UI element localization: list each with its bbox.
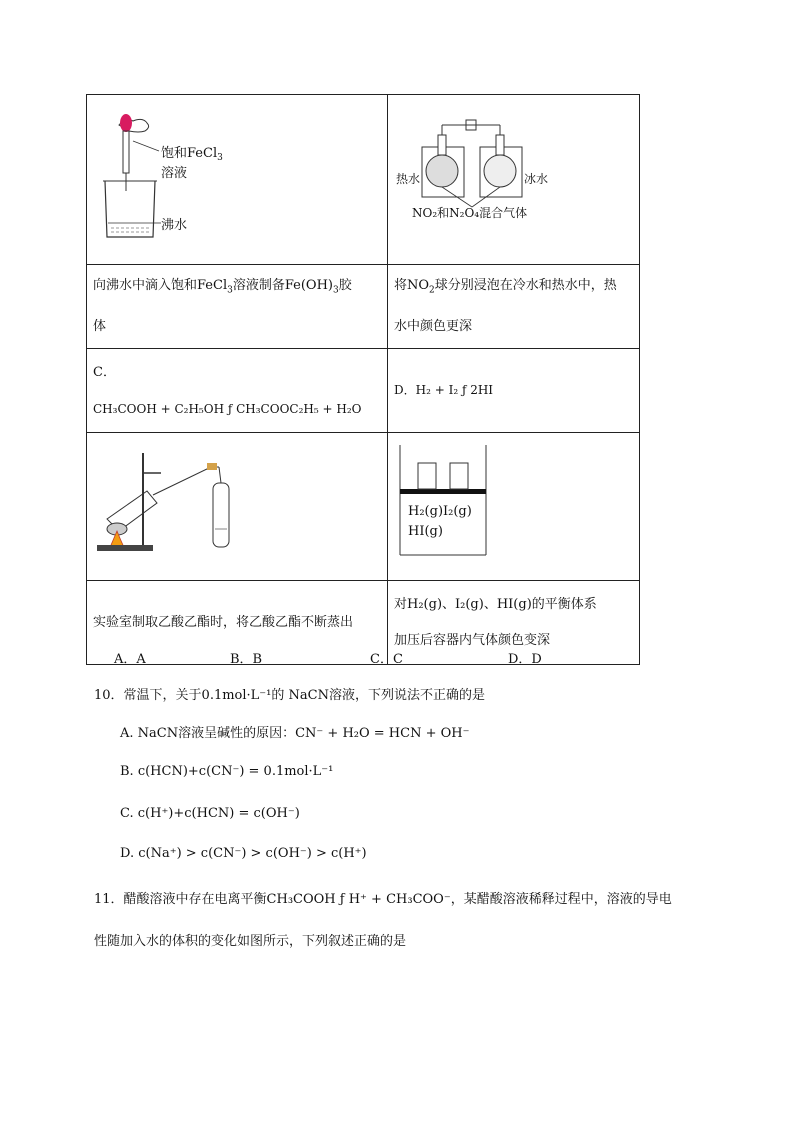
cell-a-text-1: 向沸水中滴入饱和FeCl [93, 278, 228, 294]
cell-a-text: 向沸水中滴入饱和FeCl$_3$溶液制备$Fe(OH)_3$胶 体 [87, 265, 388, 349]
cell-d-caption-1: 对H₂(g)、I₂(g)、HI(g)的平衡体系 [394, 596, 597, 612]
question-11-line-1: 11．醋酸溶液中存在电离平衡CH₃COOH ƒ H⁺ + CH₃COO⁻，某醋酸溶液稀释过程中，溶液的导电 [94, 892, 672, 907]
cell-d-caption-2: 加压后容器内气体颜色变深 [394, 632, 551, 648]
cell-a-image [87, 95, 388, 265]
option-d[interactable]: D．D [508, 652, 542, 667]
gas-label-1: H₂(g)I₂(g) [408, 504, 472, 519]
cell-d-image [388, 433, 640, 581]
label-fecl3: 饱和FeCl [161, 146, 218, 161]
label-hot-water: 热水 [396, 172, 421, 186]
ester-distillation-diagram [87, 433, 387, 565]
fecl3-dropper-diagram [87, 95, 387, 249]
cell-d-equation [388, 349, 640, 433]
cell-b-text: 将$NO_2$球分别浸泡在冷水和热水中，热 水中颜色更深 [388, 265, 640, 349]
cell-c-equation [87, 349, 388, 433]
piston-container-diagram [388, 433, 639, 565]
option-c-prefix: C． [93, 364, 116, 380]
option-a[interactable]: A．A [114, 652, 146, 667]
option-c[interactable]: C．C [370, 652, 403, 667]
question-10-option-c[interactable]: C. c(H⁺)+c(HCN) = c(OH⁻) [120, 806, 300, 821]
label-boiling-water: 沸水 [161, 218, 188, 233]
weight-icon [450, 463, 468, 489]
question-10-stem: 10．常温下，关于0.1mol·L⁻¹的 NaCN溶液，下列说法不正确的是 [94, 688, 485, 703]
svg-text:饱和FeCl3 [161, 145, 223, 163]
question-9-table [86, 94, 640, 665]
label-solution: 溶液 [161, 166, 188, 181]
question-10-option-b[interactable]: B. c(HCN)+c(CN⁻) = 0.1mol·L⁻¹ [120, 764, 334, 779]
weight-icon [418, 463, 436, 489]
cell-b-text-2: 球分别浸泡在冷水和热水中，热 [434, 278, 617, 294]
no2-flasks-diagram [388, 95, 639, 249]
option-b[interactable]: B．B [230, 652, 263, 667]
cell-a-text-4: 胶 [338, 278, 352, 294]
label-ice-water: 冰水 [524, 172, 549, 186]
cell-b-image [388, 95, 640, 265]
cell-a-text-2: 溶液制备Fe [232, 278, 301, 294]
cell-c-caption-text: 实验室制取乙酸乙酯时，将乙酸乙酯不断蒸出 [93, 614, 354, 630]
label-gas-mixture: NO₂和N₂O₄混合气体 [412, 206, 528, 220]
gas-label-2: HI(g) [408, 524, 443, 539]
label-fecl3-sub: 3 [217, 153, 223, 163]
dropper-bulb-icon [120, 114, 132, 132]
question-10-option-d[interactable]: D. c(Na⁺) > c(CN⁻) > c(OH⁻) > c(H⁺) [120, 846, 367, 861]
cell-b-text-3: 水中颜色更深 [394, 318, 473, 334]
question-11-line-2: 性随加入水的体积的变化如图所示，下列叙述正确的是 [94, 934, 407, 949]
esterification-equation: CH₃COOH + C₂H₅OH ƒ CH₃COOC₂H₅ + H₂O [93, 401, 362, 416]
hi-equilibrium-equation: D．H₂ + I₂ ƒ 2HI [394, 383, 494, 397]
cell-b-text-1: 将NO [394, 278, 430, 294]
cell-c-image [87, 433, 388, 581]
cell-a-text-5: 体 [93, 318, 107, 334]
question-10-option-a[interactable]: A. NaCN溶液呈碱性的原因：CN⁻ + H₂O = HCN + OH⁻ [120, 726, 470, 741]
cell-a-text-3: (OH) [300, 278, 333, 294]
